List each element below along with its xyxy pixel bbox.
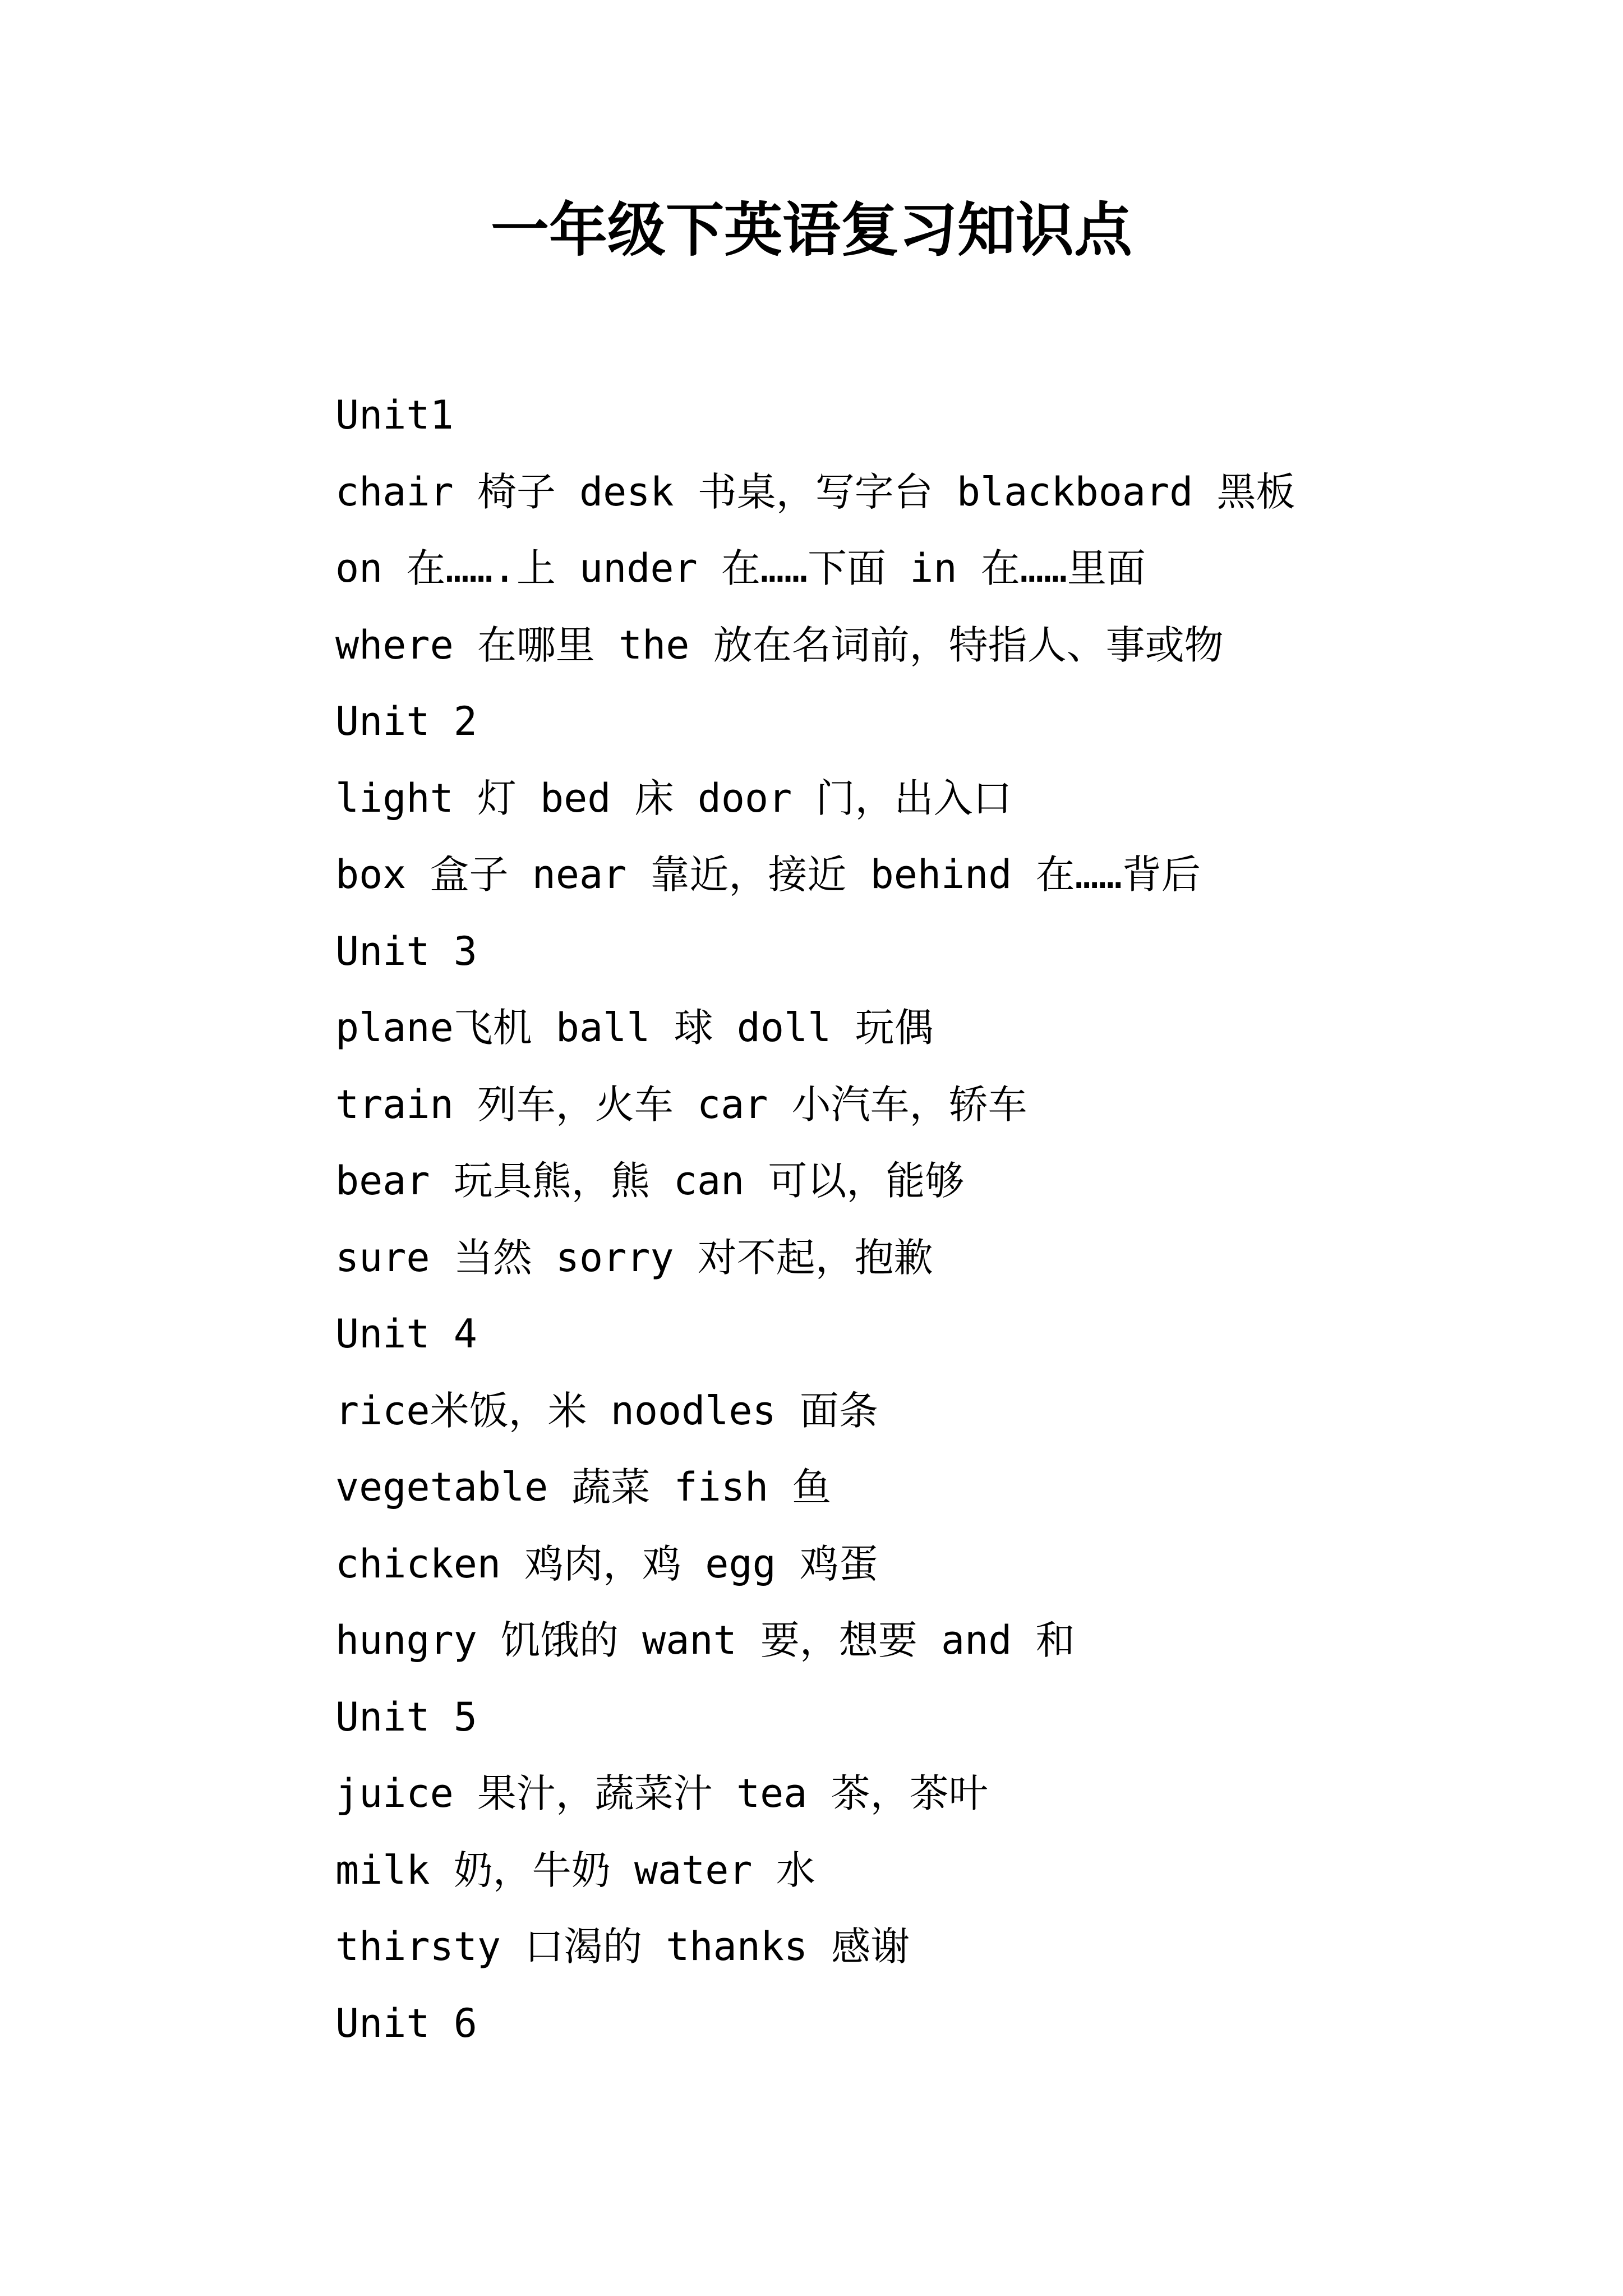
vocabulary-line: chicken 鸡肉，鸡 egg 鸡蛋	[335, 1540, 878, 1587]
unit-heading: Unit 6	[335, 2000, 477, 2046]
vocabulary-line: juice 果汁，蔬菜汁 tea 茶，茶叶	[335, 1770, 988, 1816]
vocabulary-line: vegetable 蔬菜 fish 鱼	[335, 1464, 832, 1510]
unit-heading: Unit1	[335, 392, 454, 438]
vocabulary-line: chair 椅子 desk 书桌，写字台 blackboard 黑板	[335, 468, 1295, 515]
vocabulary-line: thirsty 口渴的 thanks 感谢	[335, 1924, 910, 1970]
vocabulary-line: milk 奶，牛奶 water 水	[335, 1847, 815, 1893]
vocabulary-line: on 在…….上 under 在……下面 in 在……里面	[335, 545, 1146, 591]
vocabulary-list	[335, 377, 1513, 2062]
unit-heading: Unit 5	[335, 1694, 477, 1740]
document-title: 一年级下英语复习知识点	[490, 195, 1132, 264]
vocabulary-line: where 在哪里 the 放在名词前，特指人、事或物	[335, 622, 1224, 668]
unit-heading: Unit 4	[335, 1311, 477, 1357]
vocabulary-line: hungry 饥饿的 want 要，想要 and 和	[335, 1617, 1075, 1663]
vocabulary-line: sure 当然 sorry 对不起，抱歉	[335, 1234, 933, 1281]
vocabulary-line: train 列车，火车 car 小汽车，轿车	[335, 1081, 1027, 1128]
vocabulary-line: plane飞机 ball 球 doll 玩偶	[335, 1005, 934, 1051]
unit-heading: Unit 2	[335, 698, 477, 744]
vocabulary-line: bear 玩具熊，熊 can 可以，能够	[335, 1158, 965, 1204]
vocabulary-line: box 盒子 near 靠近，接近 behind 在……背后	[335, 852, 1201, 898]
vocabulary-line: rice米饭，米 noodles 面条	[335, 1387, 878, 1434]
unit-heading: Unit 3	[335, 928, 477, 974]
vocabulary-line: light 灯 bed 床 door 门，出入口	[335, 775, 1012, 821]
